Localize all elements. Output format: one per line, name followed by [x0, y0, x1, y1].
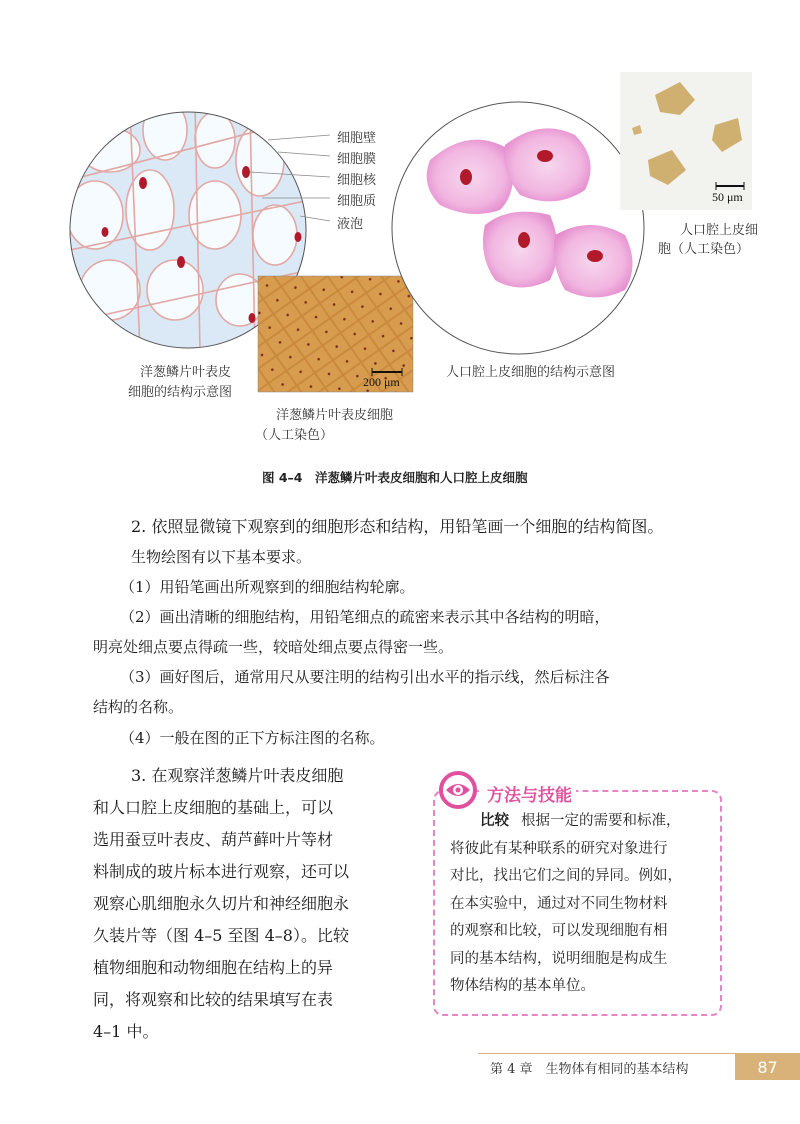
paragraph-3-line: 同，将观察和比较的结果填写在表	[93, 990, 334, 1009]
paragraph-2-line2: 生物绘图有以下基本要求。	[131, 548, 312, 566]
method-box-line: 的观察和比较，可以发现细胞有相	[450, 923, 668, 939]
requirement-2-line1: （2）画出清晰的细胞结构，用铅笔细点的疏密来表示其中各结构的明暗，	[120, 608, 610, 626]
method-box-title: 方法与技能	[483, 781, 576, 806]
onion-diagram-caption-line1: 洋葱鳞片叶表皮	[140, 365, 232, 380]
paragraph-3-line: 4–1 中。	[93, 1022, 159, 1041]
requirement-2-line2: 明亮处细点要点得疏一些，较暗处细点要点得密一些。	[93, 638, 454, 656]
cheek-scale-label: 50 μm	[712, 190, 743, 204]
method-box-line: 对比，找出它们之间的异同。例如，	[450, 868, 682, 884]
paragraph-3-line: 选用蚕豆叶表皮、葫芦藓叶片等材	[93, 830, 334, 849]
onion-photo-caption-line1: 洋葱鳞片叶表皮细胞	[276, 408, 394, 423]
label-cytoplasm: 细胞质	[337, 194, 377, 209]
paragraph-3-line: 3. 在观察洋葱鳞片叶表皮细胞	[131, 766, 344, 785]
onion-scale-label: 200 μm	[363, 375, 400, 389]
requirement-3-line1: （3）画好图后，通常用尺从要注明的结构引出水平的指示线，然后标注各	[120, 668, 610, 686]
requirement-4: （4）一般在图的正下方标注图的名称。	[120, 729, 385, 747]
method-box-line: 物体结构的基本单位。	[450, 978, 595, 994]
method-box-line: 同的基本结构，说明细胞是构成生	[450, 950, 668, 967]
requirement-3-line2: 结构的名称。	[93, 698, 184, 716]
paragraph-3-line: 观察心肌细胞永久切片和神经细胞永	[93, 894, 350, 913]
label-nucleus: 细胞核	[337, 173, 377, 188]
label-vacuole: 液泡	[337, 217, 364, 232]
paragraph-3-line: 久装片等（图 4–5 至图 4–8）。比较	[93, 926, 349, 945]
method-box-line: 在本实验中，通过对不同生物材料	[450, 895, 668, 912]
paragraph-2-line1: 2. 依照显微镜下观察到的细胞形态和结构，用铅笔画一个细胞的结构简图。	[131, 517, 664, 536]
paragraph-3-line: 植物细胞和动物细胞在结构上的异	[93, 958, 334, 977]
cheek-photo-caption-line1: 人口腔上皮细	[680, 223, 759, 238]
cheek-photo-caption-line2: 胞（人工染色）	[658, 242, 750, 257]
method-box-line: 将彼此有某种联系的研究对象进行	[450, 840, 668, 857]
paragraph-3-line: 料制成的玻片标本进行观察，还可以	[93, 862, 350, 881]
cheek-diagram-caption: 人口腔上皮细胞的结构示意图	[446, 365, 616, 380]
page-number: 87	[735, 1054, 800, 1080]
footer-chapter: 第 4 章 生物体有相同的基本结构	[490, 1062, 689, 1077]
method-box-body	[450, 808, 712, 1001]
eye-icon	[438, 770, 478, 810]
method-box-line: 根据一定的需要和标准，	[521, 813, 681, 829]
method-box-line-first	[450, 808, 712, 836]
label-cell-membrane: 细胞膜	[337, 152, 377, 167]
paragraph-3	[93, 760, 393, 1048]
onion-photo-caption-line2: （人工染色）	[255, 428, 334, 443]
onion-diagram-caption-line2: 细胞的结构示意图	[128, 385, 233, 400]
figure-caption: 图 4–4 洋葱鳞片叶表皮细胞和人口腔上皮细胞	[262, 470, 528, 485]
paragraph-3-line: 和人口腔上皮细胞的基础上，可以	[93, 798, 334, 817]
method-term: 比较	[480, 813, 509, 829]
requirement-1: （1）用铅笔画出所观察到的细胞结构轮廓。	[120, 578, 415, 596]
label-cell-wall: 细胞壁	[337, 131, 377, 146]
cheek-cell-diagram	[392, 102, 644, 354]
